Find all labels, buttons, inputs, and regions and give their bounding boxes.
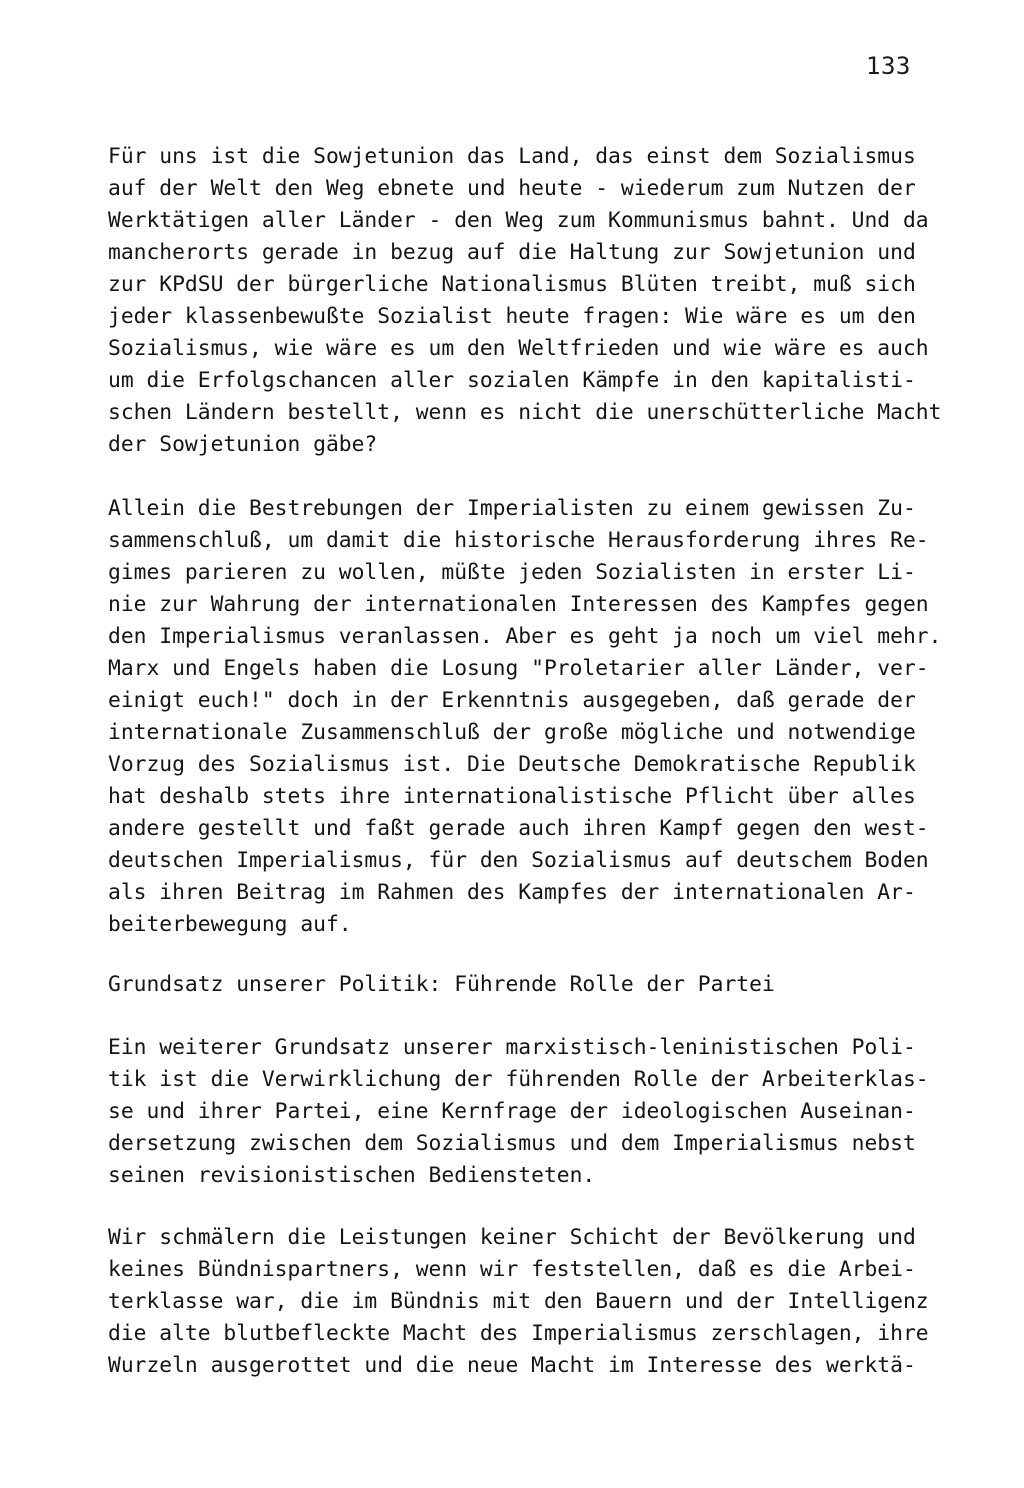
- text-line: der Sowjetunion gäbe?: [108, 432, 378, 457]
- text-line: Wurzeln ausgerottet und die neue Macht im Interesse des werktä-: [108, 1353, 916, 1378]
- heading-text: Grundsatz unserer Politik: Führende Rolle der Partei: [108, 972, 775, 997]
- text-line: Marx und Engels haben die Losung "Proletarier aller Länder, ver-: [108, 656, 929, 681]
- paragraph-leading-role: [108, 1032, 978, 1192]
- text-line: zur KPdSU der bürgerliche Nationalismus Blüten treibt, muß sich: [108, 272, 916, 297]
- text-line: Werktätigen aller Länder - den Weg zum Kommunismus bahnt. Und da: [108, 208, 929, 233]
- text-line: einigt euch!" doch in der Erkenntnis ausgegeben, daß gerade der: [108, 688, 916, 713]
- text-line: gimes parieren zu wollen, müßte jeden Sozialisten in erster Li-: [108, 560, 916, 585]
- text-line: hat deshalb stets ihre internationalistische Pflicht über alles: [108, 784, 916, 809]
- text-line: se und ihrer Partei, eine Kernfrage der ideologischen Auseinan-: [108, 1099, 916, 1124]
- text-line: deutschen Imperialismus, für den Sozialismus auf deutschem Boden: [108, 848, 929, 873]
- paragraph-working-class: [108, 1222, 978, 1382]
- paragraph-soviet-union: [108, 141, 978, 461]
- text-line: Allein die Bestrebungen der Imperialisten zu einem gewissen Zu-: [108, 496, 916, 521]
- text-line: Sozialismus, wie wäre es um den Weltfrieden und wie wäre es auch: [108, 336, 929, 361]
- text-line: Vorzug des Sozialismus ist. Die Deutsche Demokratische Republik: [108, 752, 916, 777]
- text-line: tik ist die Verwirklichung der führenden Rolle der Arbeiterklas-: [108, 1067, 929, 1092]
- paragraph-imperialists: [108, 493, 978, 941]
- text-line: den Imperialismus veranlassen. Aber es geht ja noch um viel mehr.: [108, 624, 942, 649]
- text-line: seinen revisionistischen Bediensteten.: [108, 1163, 596, 1188]
- text-line: Ein weiterer Grundsatz unserer marxistisch-leninistischen Poli-: [108, 1035, 916, 1060]
- text-line: Für uns ist die Sowjetunion das Land, das einst dem Sozialismus: [108, 144, 916, 169]
- text-line: terklasse war, die im Bündnis mit den Bauern und der Intelligenz: [108, 1289, 929, 1314]
- text-line: dersetzung zwischen dem Sozialismus und dem Imperialismus nebst: [108, 1131, 916, 1156]
- page-number: 133: [866, 52, 911, 80]
- text-line: mancherorts gerade in bezug auf die Haltung zur Sowjetunion und: [108, 240, 916, 265]
- text-line: Wir schmälern die Leistungen keiner Schicht der Bevölkerung und: [108, 1225, 916, 1250]
- text-line: nie zur Wahrung der internationalen Interessen des Kampfes gegen: [108, 592, 929, 617]
- text-line: keines Bündnispartners, wenn wir feststellen, daß es die Arbei-: [108, 1257, 916, 1282]
- text-line: jeder klassenbewußte Sozialist heute fragen: Wie wäre es um den: [108, 304, 916, 329]
- text-line: als ihren Beitrag im Rahmen des Kampfes der internationalen Ar-: [108, 880, 916, 905]
- text-line: auf der Welt den Weg ebnete und heute - wiederum zum Nutzen der: [108, 176, 916, 201]
- text-line: sammenschluß, um damit die historische Herausforderung ihres Re-: [108, 528, 929, 553]
- text-line: die alte blutbefleckte Macht des Imperialismus zerschlagen, ihre: [108, 1321, 929, 1346]
- section-heading: [108, 969, 978, 1001]
- text-line: schen Ländern bestellt, wenn es nicht die unerschütterliche Macht: [108, 400, 942, 425]
- text-line: beiterbewegung auf.: [108, 912, 352, 937]
- text-line: um die Erfolgschancen aller sozialen Kämpfe in den kapitalisti-: [108, 368, 916, 393]
- text-line: internationale Zusammenschluß der große mögliche und notwendige: [108, 720, 916, 745]
- text-line: andere gestellt und faßt gerade auch ihren Kampf gegen den west-: [108, 816, 929, 841]
